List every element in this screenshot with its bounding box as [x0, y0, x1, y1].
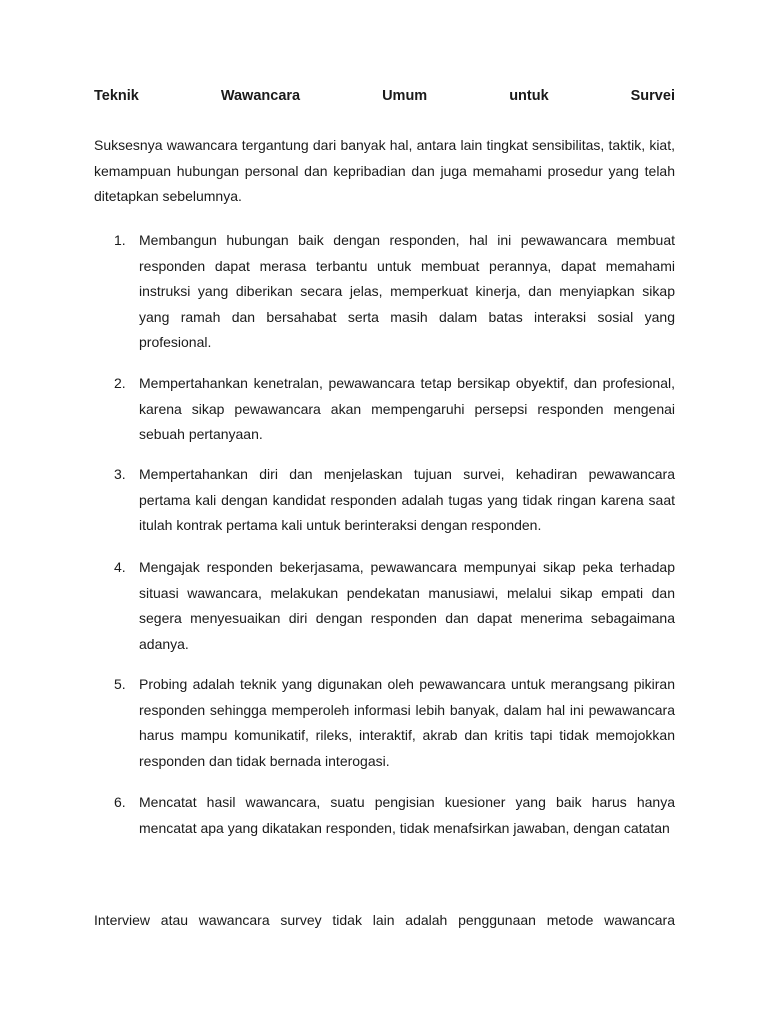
title-word: Wawancara: [220, 88, 301, 104]
title-word: untuk: [509, 88, 549, 104]
intro-paragraph: Suksesnya wawancara tergantung dari banyak hal, antara lain tingkat sensibilitas, taktik, kiat, kemampuan hubungan personal dan kepribadian dan juga memahami prosedur yang telah ditetapkan sebelumnya.: [94, 137, 675, 204]
list-item-number: 3.: [114, 466, 126, 482]
list-item-number: 6.: [114, 794, 126, 810]
document-title: [94, 86, 675, 106]
list-item-text: Mengajak responden bekerjasama, pewawancara mempunyai sikap peka terhadap situasi wawancara, melakukan pendekatan manusiawi, melalui sikap empati dan segera menyesuaikan diri dengan responden dan dapat menerima sebagaimana adanya.: [139, 559, 675, 652]
list-item-text: Probing adalah teknik yang digunakan oleh pewawancara untuk merangsang pikiran responden sehingga memperoleh informasi lebih banyak, dalam hal ini pewawancara harus mampu komunikatif, rileks, interaktif, akrab dan kritis tapi tidak memojokkan responden dan tidak bernada interogasi.: [139, 676, 675, 769]
list-item-number: 1.: [114, 232, 126, 248]
list-item-text: Mempertahankan kenetralan, pewawancara tetap bersikap obyektif, dan profesional, karena sikap pewawancara akan mempengaruhi persepsi responden mengenai sebuah pertanyaan.: [139, 375, 675, 442]
list-item-number: 4.: [114, 559, 126, 575]
list-item-text: Mempertahankan diri dan menjelaskan tujuan survei, kehadiran pewawancara pertama kali dengan kandidat responden adalah tugas yang tidak ringan karena saat itulah kontrak pertama kali untuk berinteraksi dengan responden.: [139, 466, 675, 533]
list-item-number: 5.: [114, 676, 126, 692]
list-item-text: Membangun hubungan baik dengan responden, hal ini pewawancara membuat responden dapat merasa terbantu untuk membuat perannya, dapat memahami instruksi yang diberikan secara jelas, memperkuat kinerja, dan menyiapkan sikap yang ramah dan bersahabat serta masih dalam batas interaksi sosial yang profesional.: [139, 232, 675, 350]
list-item-text: Mencatat hasil wawancara, suatu pengisian kuesioner yang baik harus hanya mencatat apa yang dikatakan responden, tidak menafsirkan jawaban, dengan catatan: [139, 794, 675, 836]
title-word: Teknik: [94, 88, 139, 104]
list-item-number: 2.: [114, 375, 126, 391]
closing-paragraph: Interview atau wawancara survey tidak lain adalah penggunaan metode wawancara: [94, 912, 675, 928]
title-word: Survei: [630, 88, 675, 104]
title-word: Umum: [382, 88, 428, 104]
